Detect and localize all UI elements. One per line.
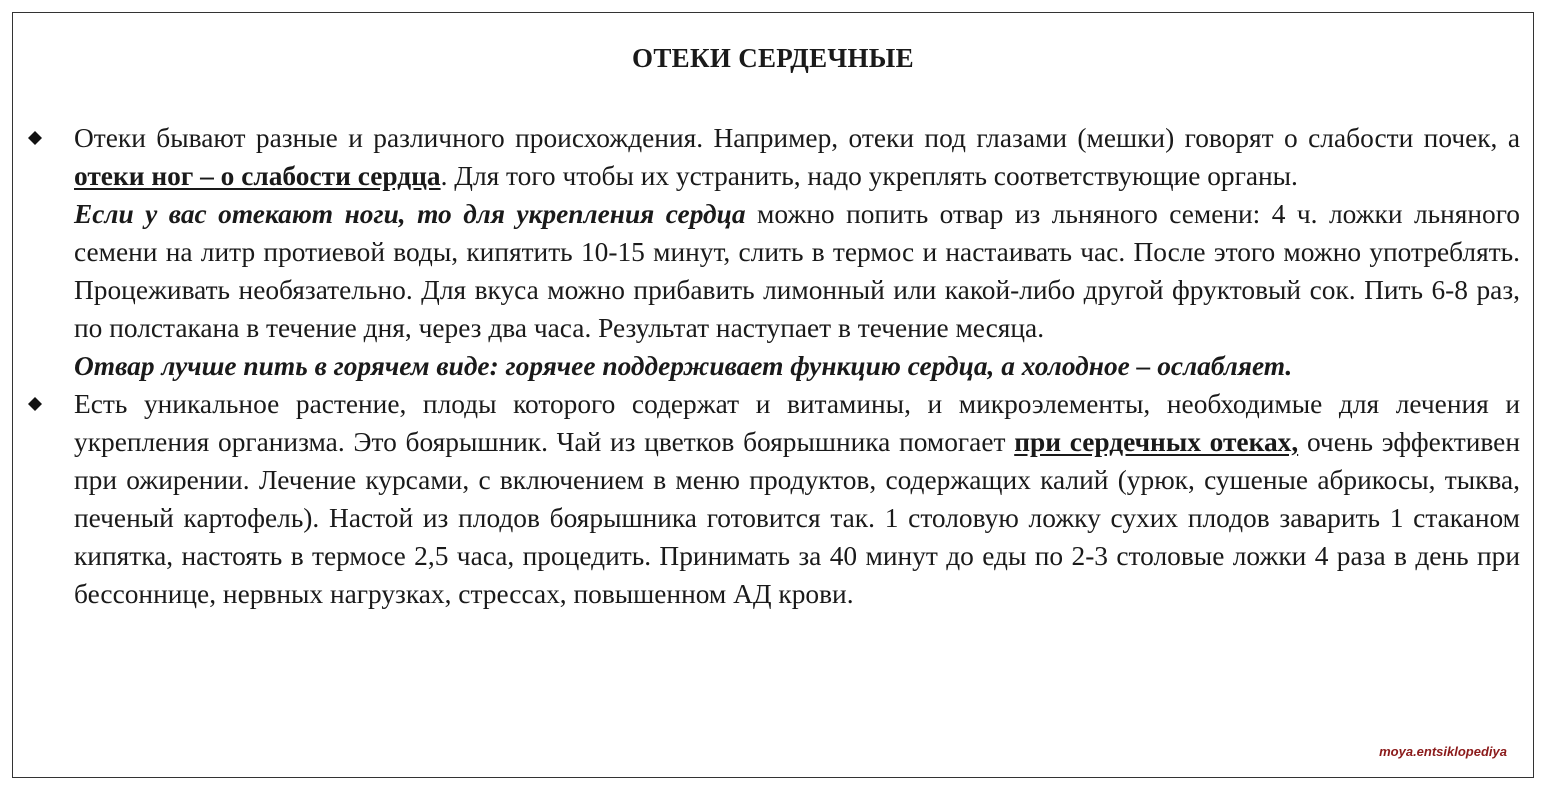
site-watermark: moya.entsiklopediya <box>1379 744 1507 759</box>
page-title: ОТЕКИ СЕРДЕЧНЫЕ <box>632 43 914 73</box>
text-run: . Для того чтобы их устранить, надо укреплять соответствующие органы. <box>440 161 1298 191</box>
text-run: можно попить отвар из льняного семени: 4 ч. ложки льняного семени на литр протиевой воды, кипятить 10-15 минут, слить в термос и настаивать час. После этого можно употреблять. Процеживать необязательно. Для вкуса можно прибавить лимонный или какой-либо другой фруктовый сок. Пить 6-8 раз, по полстакана в течение дня, через два часа. Результат наступает в течение месяца. <box>74 199 1520 343</box>
emphasis-underlined: отеки ног – о слабости сердца <box>74 161 441 191</box>
document-body <box>74 119 1520 613</box>
text-run: очень эффективен при ожирении. Лечение курсами, с включением в меню продуктов, содержащих калий (урюк, сушеные абрикосы, тыква, печеный картофель). Настой из плодов боярышника готовится так. 1 столовую ложку сухих плодов заварить 1 стаканом кипятка, настоять в термосе 2,5 часа, процедить. Принимать за 40 минут до еды по 2-3 столовые ложки 4 раза в день при бессоннице, нервных нагрузках, стрессах, повышенном АД крови. <box>74 427 1521 609</box>
paragraph <box>74 385 1520 613</box>
diamond-bullet-icon <box>28 119 44 157</box>
emphasis-underlined: при сердечных отеках, <box>1014 427 1299 457</box>
text-run: Есть уникальное растение, плоды которого содержат и витамины, и микроэлементы, необходимые для лечения и укрепления организма. Это боярышник. Чай из цветков боярышника помогает <box>74 389 1520 457</box>
list-item <box>74 385 1520 613</box>
emphasis-italic: Отвар лучше пить в горячем виде: горячее поддерживает функцию сердца, а холодное – ослабляет. <box>74 351 1293 381</box>
list-item <box>74 119 1520 385</box>
emphasis-italic: Если у вас отекают ноги, то для укрепления сердца <box>74 199 746 229</box>
text-run: Отеки бывают разные и различного происхождения. Например, отеки под глазами (мешки) говорят о слабости почек, а <box>74 123 1520 153</box>
paragraph <box>74 347 1520 385</box>
paragraph <box>74 119 1520 195</box>
document-frame <box>12 12 1534 778</box>
paragraph <box>74 195 1520 347</box>
diamond-bullet-icon <box>28 385 44 423</box>
